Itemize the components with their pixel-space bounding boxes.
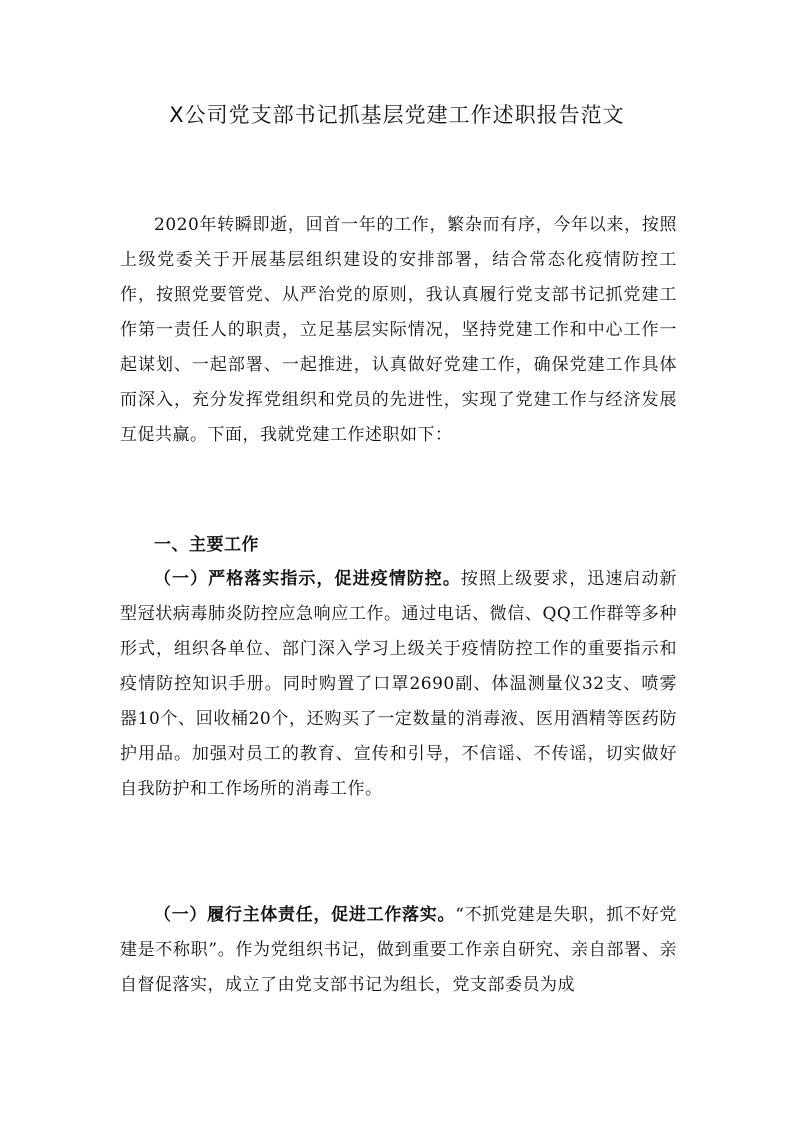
document-title: X公司党支部书记抓基层党建工作述职报告范文: [169, 103, 625, 127]
paragraph-lead-main-responsibility: （一）履行主体责任，促进工作落实。: [154, 905, 456, 925]
intro-paragraph: 2020年转瞬即逝，回首一年的工作，繁杂而有序，今年以来，按照上级党委关于开展基层组织建设的安排部署，结合常态化疫情防控工作，按照党要管党、从严治党的原则，我认真履行党支部书记抓党建工作第一责任人的职责，立足基层实际情况，坚持党建工作和中心工作一起谋划、一起部署、一起推进，认真做好党建工作，确保党建工作具体而深入，充分发挥党组织和党员的先进性，实现了党建工作与经济发展互促共赢。下面，我就党建工作述职如下：: [120, 215, 677, 445]
paragraph-epidemic-control: [120, 562, 677, 807]
paragraph-main-responsibility: [120, 898, 677, 1003]
paragraph-text-main-responsibility: “不抓党建是失职，抓不好党建是不称职”。作为党组织书记，做到重要工作亲自研究、亲自部署、亲自督促落实，成立了由党支部书记为组长，党支部委员为成: [120, 905, 677, 995]
paragraph-lead-epidemic-control: （一）严格落实指示，促进疫情防控。: [154, 569, 461, 589]
paragraph-text-epidemic-control: 按照上级要求，迅速启动新型冠状病毒肺炎防控应急响应工作。通过电话、微信、QQ工作群等多种形式，组织各单位、部门深入学习上级关于疫情防控工作的重要指示和疫情防控知识手册。同时购置了口罩2690副、体温测量仪32支、喷雾器10个、回收桶20个，还购买了一定数量的消毒液、医用酒精等医药防护用品。加强对员工的教育、宣传和引导，不信谣、不传谣，切实做好自我防护和工作场所的消毒工作。: [120, 569, 678, 799]
section-heading-main-work: 一、主要工作: [154, 535, 259, 555]
